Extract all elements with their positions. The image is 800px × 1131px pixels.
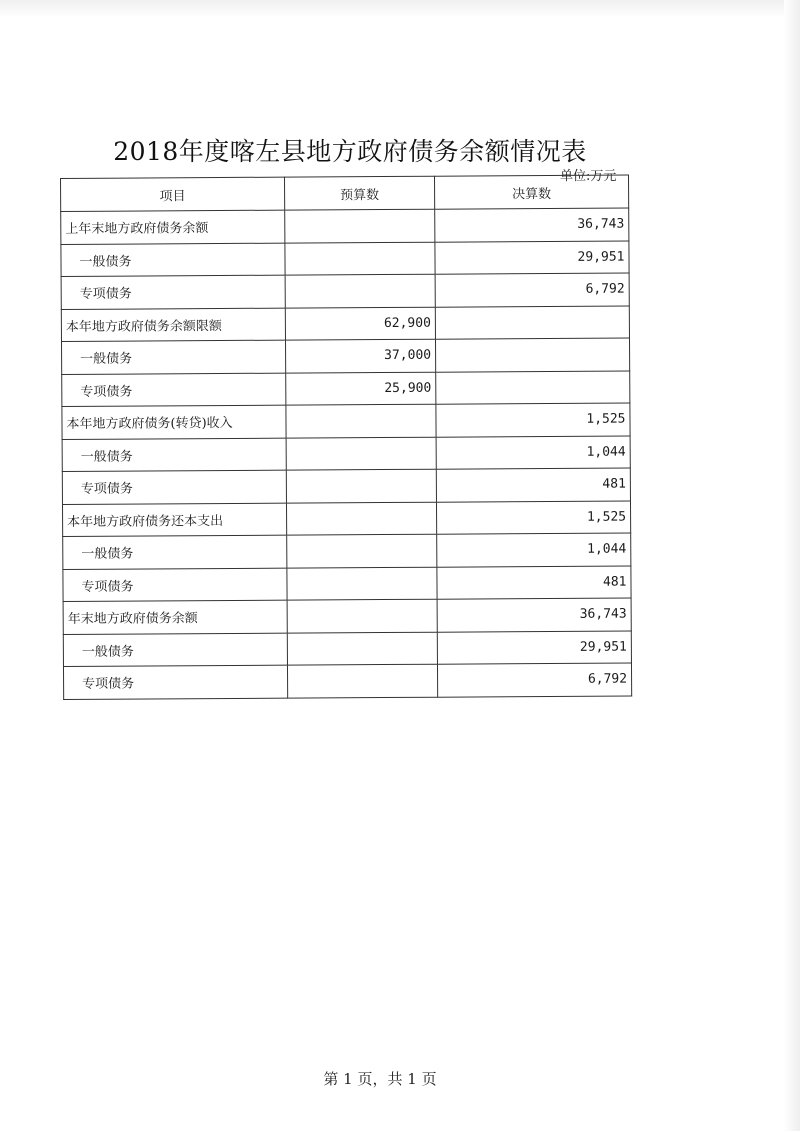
row-budget: 25,900 xyxy=(286,372,436,405)
table-row xyxy=(62,468,630,504)
row-final: 6,792 xyxy=(435,273,629,307)
document-title: 2018年度喀左县地方政府债务余额情况表 xyxy=(113,137,587,166)
row-final: 29,951 xyxy=(435,241,629,275)
table-row xyxy=(62,371,630,407)
row-budget xyxy=(285,242,435,275)
row-budget: 62,900 xyxy=(285,307,435,340)
row-final xyxy=(435,306,629,340)
table-row xyxy=(61,338,629,374)
row-item: 年末地方政府债务余额 xyxy=(63,600,287,634)
row-budget xyxy=(286,502,436,535)
row-budget xyxy=(287,599,437,632)
row-budget xyxy=(286,437,436,470)
page-number-footer: 第 1 页，共 1 页 xyxy=(323,1070,437,1088)
row-final: 1,525 xyxy=(436,403,630,437)
row-final: 36,743 xyxy=(437,598,631,632)
table-row xyxy=(63,598,631,634)
row-final: 29,951 xyxy=(437,631,631,665)
row-item: 专项债务 xyxy=(62,470,286,504)
row-final: 481 xyxy=(437,566,631,600)
row-budget xyxy=(285,209,435,242)
row-item: 专项债务 xyxy=(63,665,287,699)
row-item: 一般债务 xyxy=(62,438,286,472)
table-header-row xyxy=(61,175,629,211)
row-final: 36,743 xyxy=(435,208,629,242)
row-budget xyxy=(287,567,437,600)
table-row xyxy=(61,241,629,277)
table-row xyxy=(62,436,630,472)
row-budget xyxy=(286,404,436,437)
row-final xyxy=(435,338,629,372)
row-item: 本年地方政府债务(转贷)收入 xyxy=(62,405,286,439)
row-budget: 37,000 xyxy=(285,339,435,372)
scan-edge-shadow-top xyxy=(0,0,800,18)
column-header-item: 项目 xyxy=(61,177,285,211)
table-row xyxy=(62,501,630,537)
table-row xyxy=(62,403,630,439)
row-item: 专项债务 xyxy=(62,373,286,407)
row-final: 1,044 xyxy=(437,533,631,567)
column-header-budget: 预算数 xyxy=(284,176,434,210)
row-final: 1,525 xyxy=(436,501,630,535)
table-row xyxy=(63,533,631,569)
row-item: 专项债务 xyxy=(63,568,287,602)
row-budget xyxy=(285,274,435,307)
debt-balance-table xyxy=(60,175,632,700)
row-item: 上年末地方政府债务余额 xyxy=(61,210,285,244)
row-budget xyxy=(286,469,436,502)
scan-edge-shadow-right xyxy=(784,0,800,1131)
unit-label: 单位:万元 xyxy=(560,169,617,184)
row-item: 一般债务 xyxy=(63,633,287,667)
row-item: 一般债务 xyxy=(63,535,287,569)
table-row xyxy=(63,631,631,667)
row-budget xyxy=(287,664,437,697)
table-row xyxy=(61,306,629,342)
table-row xyxy=(63,663,631,699)
row-item: 本年地方政府债务余额限额 xyxy=(61,308,285,342)
table-row xyxy=(61,208,629,244)
row-budget xyxy=(287,534,437,567)
row-item: 本年地方政府债务还本支出 xyxy=(62,503,286,537)
row-final: 6,792 xyxy=(437,663,631,697)
row-final: 1,044 xyxy=(436,436,630,470)
row-final xyxy=(436,371,630,405)
row-item: 专项债务 xyxy=(61,275,285,309)
table-row xyxy=(61,273,629,309)
row-item: 一般债务 xyxy=(61,243,285,277)
row-budget xyxy=(287,632,437,665)
column-header-final: 决算数 xyxy=(434,175,628,209)
row-final: 481 xyxy=(436,468,630,502)
table-row xyxy=(63,566,631,602)
row-item: 一般债务 xyxy=(61,340,285,374)
